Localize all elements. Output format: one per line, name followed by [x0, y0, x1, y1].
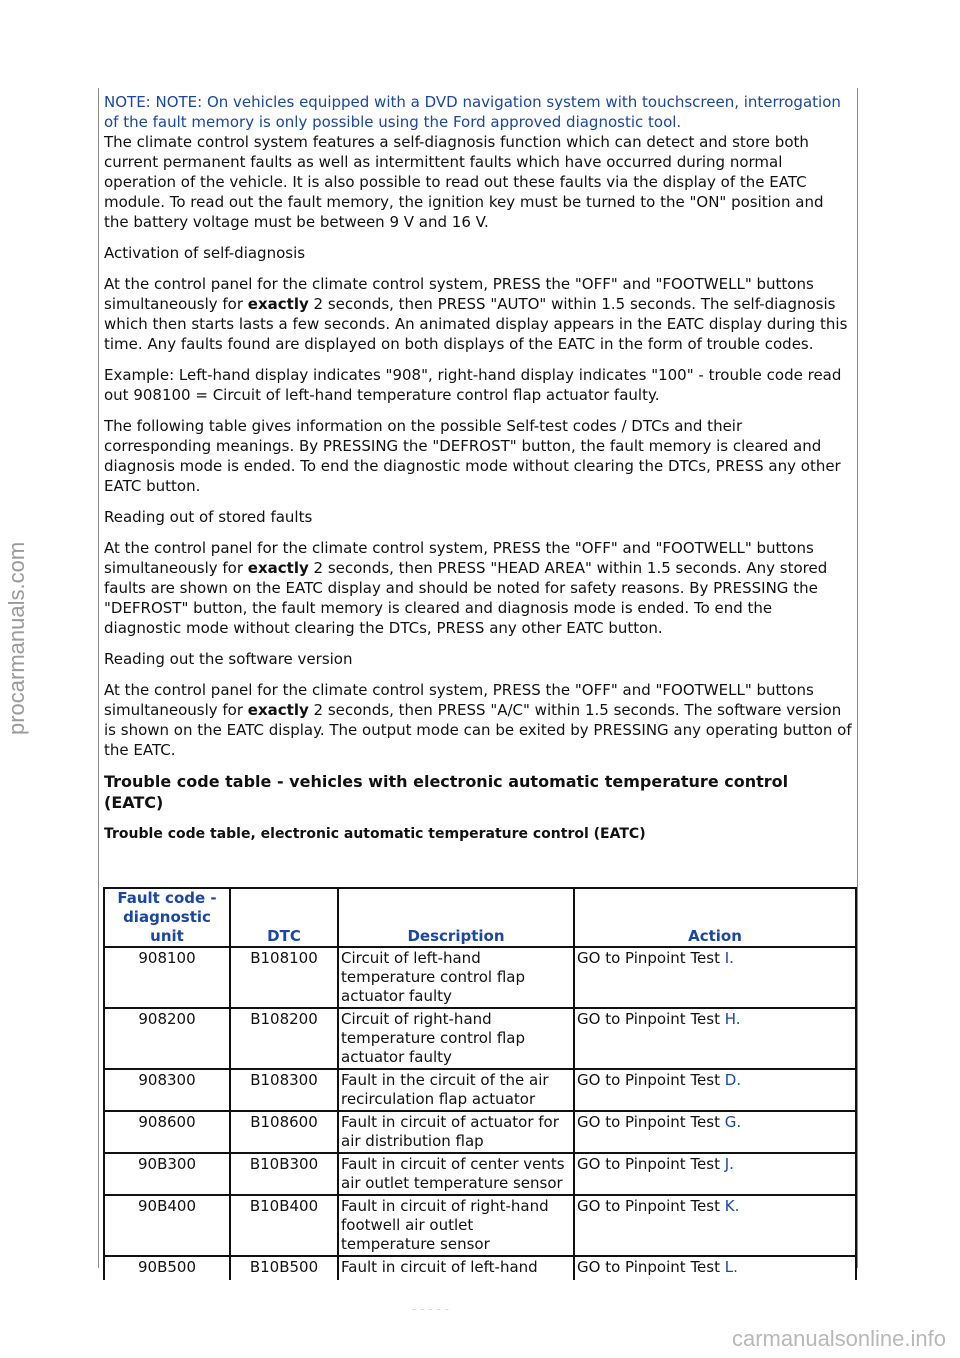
table-row [104, 947, 856, 1008]
description-cell: Fault in circuit of center vents air outlet temperature sensor [338, 1153, 574, 1195]
dtc-cell: B10B500 [230, 1256, 338, 1280]
table-title: Trouble code table, electronic automatic temperature control (EATC) [104, 826, 646, 842]
bottom-watermark[interactable]: carmanualsonline.info [731, 1326, 946, 1351]
emphasis-exactly: exactly [247, 559, 309, 577]
right-margin-rule [857, 88, 858, 1268]
description-cell: Circuit of left-hand temperature control flap actuator faulty [338, 947, 574, 1008]
description-cell: Circuit of right-hand temperature control flap actuator faulty [338, 1008, 574, 1069]
action-cell: GO to Pinpoint Test G. [574, 1111, 856, 1153]
action-cell: GO to Pinpoint Test J. [574, 1153, 856, 1195]
document-body [104, 92, 852, 855]
pinpoint-test-link[interactable]: K. [724, 1197, 740, 1215]
dtc-cell: B108200 [230, 1008, 338, 1069]
action-cell: GO to Pinpoint Test K. [574, 1195, 856, 1256]
table-row [104, 1111, 856, 1153]
description-cell: Fault in the circuit of the air recirculation flap actuator [338, 1069, 574, 1111]
dtc-cell: B10B400 [230, 1195, 338, 1256]
header-dtc: DTC [230, 888, 338, 947]
side-watermark: procarmanuals.com [4, 541, 29, 735]
table-row [104, 1195, 856, 1256]
fault-code-cell: 90B400 [104, 1195, 230, 1256]
action-cell: GO to Pinpoint Test D. [574, 1069, 856, 1111]
action-cell: GO to Pinpoint Test L. [574, 1256, 856, 1280]
note-text: NOTE: NOTE: On vehicles equipped with a DVD navigation system with touchscreen, interrogation of the fault memory is only possible using the Ford approved diagnostic tool. [104, 93, 841, 131]
dtc-cell: B108600 [230, 1111, 338, 1153]
software-version-paragraph: At the control panel for the climate control system, PRESS the "OFF" and "FOOTWELL" buttons simultaneously for exactly 2 seconds, then PRESS "A/C" within 1.5 seconds. The software version is shown on the EATC display. The output mode can be exited by PRESSING any operating button of the EATC. [104, 681, 852, 759]
description-cell: Fault in circuit of left-hand [338, 1256, 574, 1280]
dtc-cell: B108100 [230, 947, 338, 1008]
dtc-cell: B108300 [230, 1069, 338, 1111]
table-row [104, 1069, 856, 1111]
table-row [104, 1008, 856, 1069]
header-description: Description [338, 888, 574, 947]
pinpoint-test-link[interactable]: G. [724, 1113, 742, 1131]
emphasis-exactly: exactly [247, 295, 309, 313]
fault-code-cell: 90B300 [104, 1153, 230, 1195]
description-cell: Fault in circuit of actuator for air distribution flap [338, 1111, 574, 1153]
stored-faults-heading: Reading out of stored faults [104, 508, 313, 526]
action-cell: GO to Pinpoint Test I. [574, 947, 856, 1008]
activation-paragraph: At the control panel for the climate control system, PRESS the "OFF" and "FOOTWELL" buttons simultaneously for exactly 2 seconds, then PRESS "AUTO" within 1.5 seconds. The self-diagnosis which then starts lasts a few seconds. An animated display appears in the EATC display during this time. Any faults found are displayed on both displays of the EATC in the form of trouble codes. [104, 275, 848, 353]
software-version-heading: Reading out the software version [104, 650, 353, 668]
activation-heading: Activation of self-diagnosis [104, 244, 306, 262]
pinpoint-test-link[interactable]: J. [724, 1155, 734, 1173]
dtc-cell: B10B300 [230, 1153, 338, 1195]
action-cell: GO to Pinpoint Test H. [574, 1008, 856, 1069]
fault-code-cell: 90B500 [104, 1256, 230, 1280]
table-row [104, 1256, 856, 1280]
pinpoint-test-link[interactable]: L. [724, 1258, 738, 1276]
fault-code-cell: 908600 [104, 1111, 230, 1153]
left-margin-rule [98, 88, 99, 1268]
pinpoint-test-link[interactable]: H. [724, 1010, 741, 1028]
example-paragraph: Example: Left-hand display indicates "908", right-hand display indicates "100" - trouble code read out 908100 = Circuit of left-hand temperature control flap actuator faulty. [104, 366, 842, 404]
page-number: - - - - - [412, 1302, 449, 1316]
pinpoint-test-link[interactable]: I. [724, 949, 734, 967]
section-title: Trouble code table - vehicles with electronic automatic temperature control (EATC) [104, 772, 789, 812]
header-action: Action [574, 888, 856, 947]
table-row [104, 1153, 856, 1195]
emphasis-exactly: exactly [247, 701, 309, 719]
description-cell: Fault in circuit of right-hand footwell air outlet temperature sensor [338, 1195, 574, 1256]
table-info-paragraph: The following table gives information on the possible Self-test codes / DTCs and their corresponding meanings. By PRESSING the "DEFROST" button, the fault memory is cleared and diagnosis mode is ended. To end the diagnostic mode without clearing the DTCs, PRESS any other EATC button. [104, 417, 841, 495]
fault-code-cell: 908300 [104, 1069, 230, 1111]
fault-code-cell: 908100 [104, 947, 230, 1008]
fault-code-cell: 908200 [104, 1008, 230, 1069]
stored-faults-paragraph: At the control panel for the climate control system, PRESS the "OFF" and "FOOTWELL" buttons simultaneously for exactly 2 seconds, then PRESS "HEAD AREA" within 1.5 seconds. Any stored faults are shown on the EATC display and should be noted for safety reasons. By PRESSING the "DEFROST" button, the fault memory is cleared and diagnosis mode is ended. To end the diagnostic mode without clearing the DTCs, PRESS any other EATC button. [104, 539, 828, 637]
pinpoint-test-link[interactable]: D. [724, 1071, 742, 1089]
trouble-code-table [103, 887, 857, 1280]
header-fault-code: Fault code - diagnostic unit [104, 888, 230, 947]
intro-paragraph: The climate control system features a self-diagnosis function which can detect and store both current permanent faults as well as intermittent faults which have occurred during normal operation of the vehicle. It is also possible to read out these faults via the display of the EATC module. To read out the fault memory, the ignition key must be turned to the "ON" position and the battery voltage must be between 9 V and 16 V. [104, 133, 824, 231]
table-header-row [104, 888, 856, 947]
